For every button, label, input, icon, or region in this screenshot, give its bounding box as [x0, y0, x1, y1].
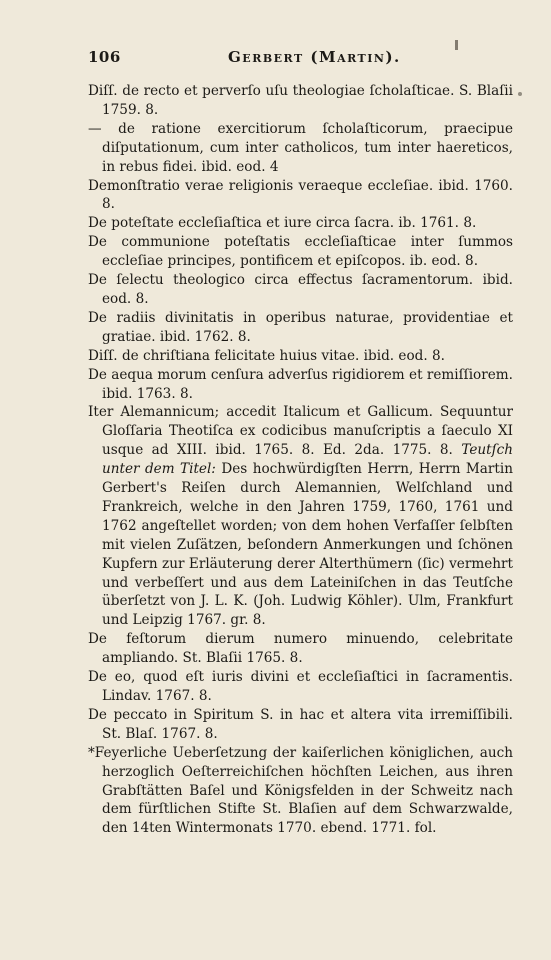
bibliography-entry: De radiis divinitatis in operibus naturae, providentiae et gratiae. ibid. 1762. 8.	[88, 309, 513, 345]
bibliography-entry: De aequa morum cenſura adverſus rigidiorem et remiſſiorem. ibid. 1763. 8.	[88, 366, 513, 402]
entry-text-continued: Des hochwürdigſten Herrn, Herrn Martin Gerbert's Reiſen durch Alemannien, Welſchland und Frankreich, welche in den Jahren 1759, 1760, 1761 und 1762 angeſtellet worden; von dem hohen Verfaſſer ſelbſten mit vielen Zuſätzen, beſondern Anmerkungen und ſchönen Kupfern zur Erläuterung derer Alterthümern (ſic) vermehrt und verbeſſert und aus dem Lateiniſchen in das Teutſche überſetzt von J. L. K. (Joh. Ludwig Köhler). Ulm, Frankfurt und Leipzig 1767. gr. 8.	[102, 461, 513, 629]
bibliography-entry: Diſſ. de recto et perverſo uſu theologiae ſcholaſticae. S. Blaſii 1759. 8.	[88, 83, 513, 118]
running-title: Gerbert (Martin).	[228, 48, 401, 66]
bibliography-entry: Diſſ. de chriſtiana felicitate huius vitae. ibid. eod. 8.	[88, 347, 445, 364]
bibliography-entry-iter-alemannicum	[88, 403, 513, 630]
bibliography-entry: Demonſtratio verae religionis veraeque eccleſiae. ibid. 1760. 8.	[88, 177, 513, 213]
bibliography-entry: De communione poteſtatis eccleſiaſticae inter ſummos eccleſiae principes, pontificem et epiſcopos. ib. eod. 8.	[88, 234, 513, 270]
page-number: 106	[88, 48, 121, 66]
bibliography-entry: *Feyerliche Ueberſetzung der kaiſerlichen königlichen, auch herzoglich Oeſterreichiſchen höchſten Leichen, aus ihren Grabſtätten Baſel und Königsfelden in der Schweitz nach dem fürſtlichen Stifte St. Blaſien auf dem Schwarzwalde, den 14ten Wintermonats 1770. ebend. 1771. fol.	[88, 744, 513, 837]
bibliography-entry: De poteſtate eccleſiaſtica et iure circa ſacra. ib. 1761. 8.	[88, 215, 477, 232]
bibliography-entry: — de ratione exercitiorum ſcholaſticorum, praecipue diſputationum, cum inter catholicos, tum inter haereticos, in rebus fidei. ibid. eod. 4	[88, 120, 513, 175]
bibliography-entry: De peccato in Spiritum S. in hac et altera vita irremiſſibili. St. Blaſ. 1767. 8.	[88, 706, 513, 742]
page-header	[88, 48, 538, 72]
entry-text: Iter Alemannicum; accedit Italicum et Gallicum. Sequuntur Gloſſaria Theotiſca ex codicibus manuſcriptis a ſaeculo XI usque ad XIII. ibid. 1765. 8. Ed. 2da. 1775. 8.	[88, 404, 513, 459]
entry-italic-text: Teutſch unter dem Titel:	[102, 442, 513, 478]
bibliography-entry: De ſelectu theologico circa effectus ſacramentorum. ibid. eod. 8.	[88, 272, 513, 307]
bibliography-entry: De eo, quod eſt iuris divini et eccleſiaſtici in ſacramentis. Lindav. 1767. 8.	[88, 669, 513, 704]
bibliography-list	[88, 82, 513, 838]
ink-speck	[518, 92, 522, 96]
bibliography-entry: De feſtorum dierum numero minuendo, celebritate ampliando. St. Blaſii 1765. 8.	[88, 631, 513, 667]
